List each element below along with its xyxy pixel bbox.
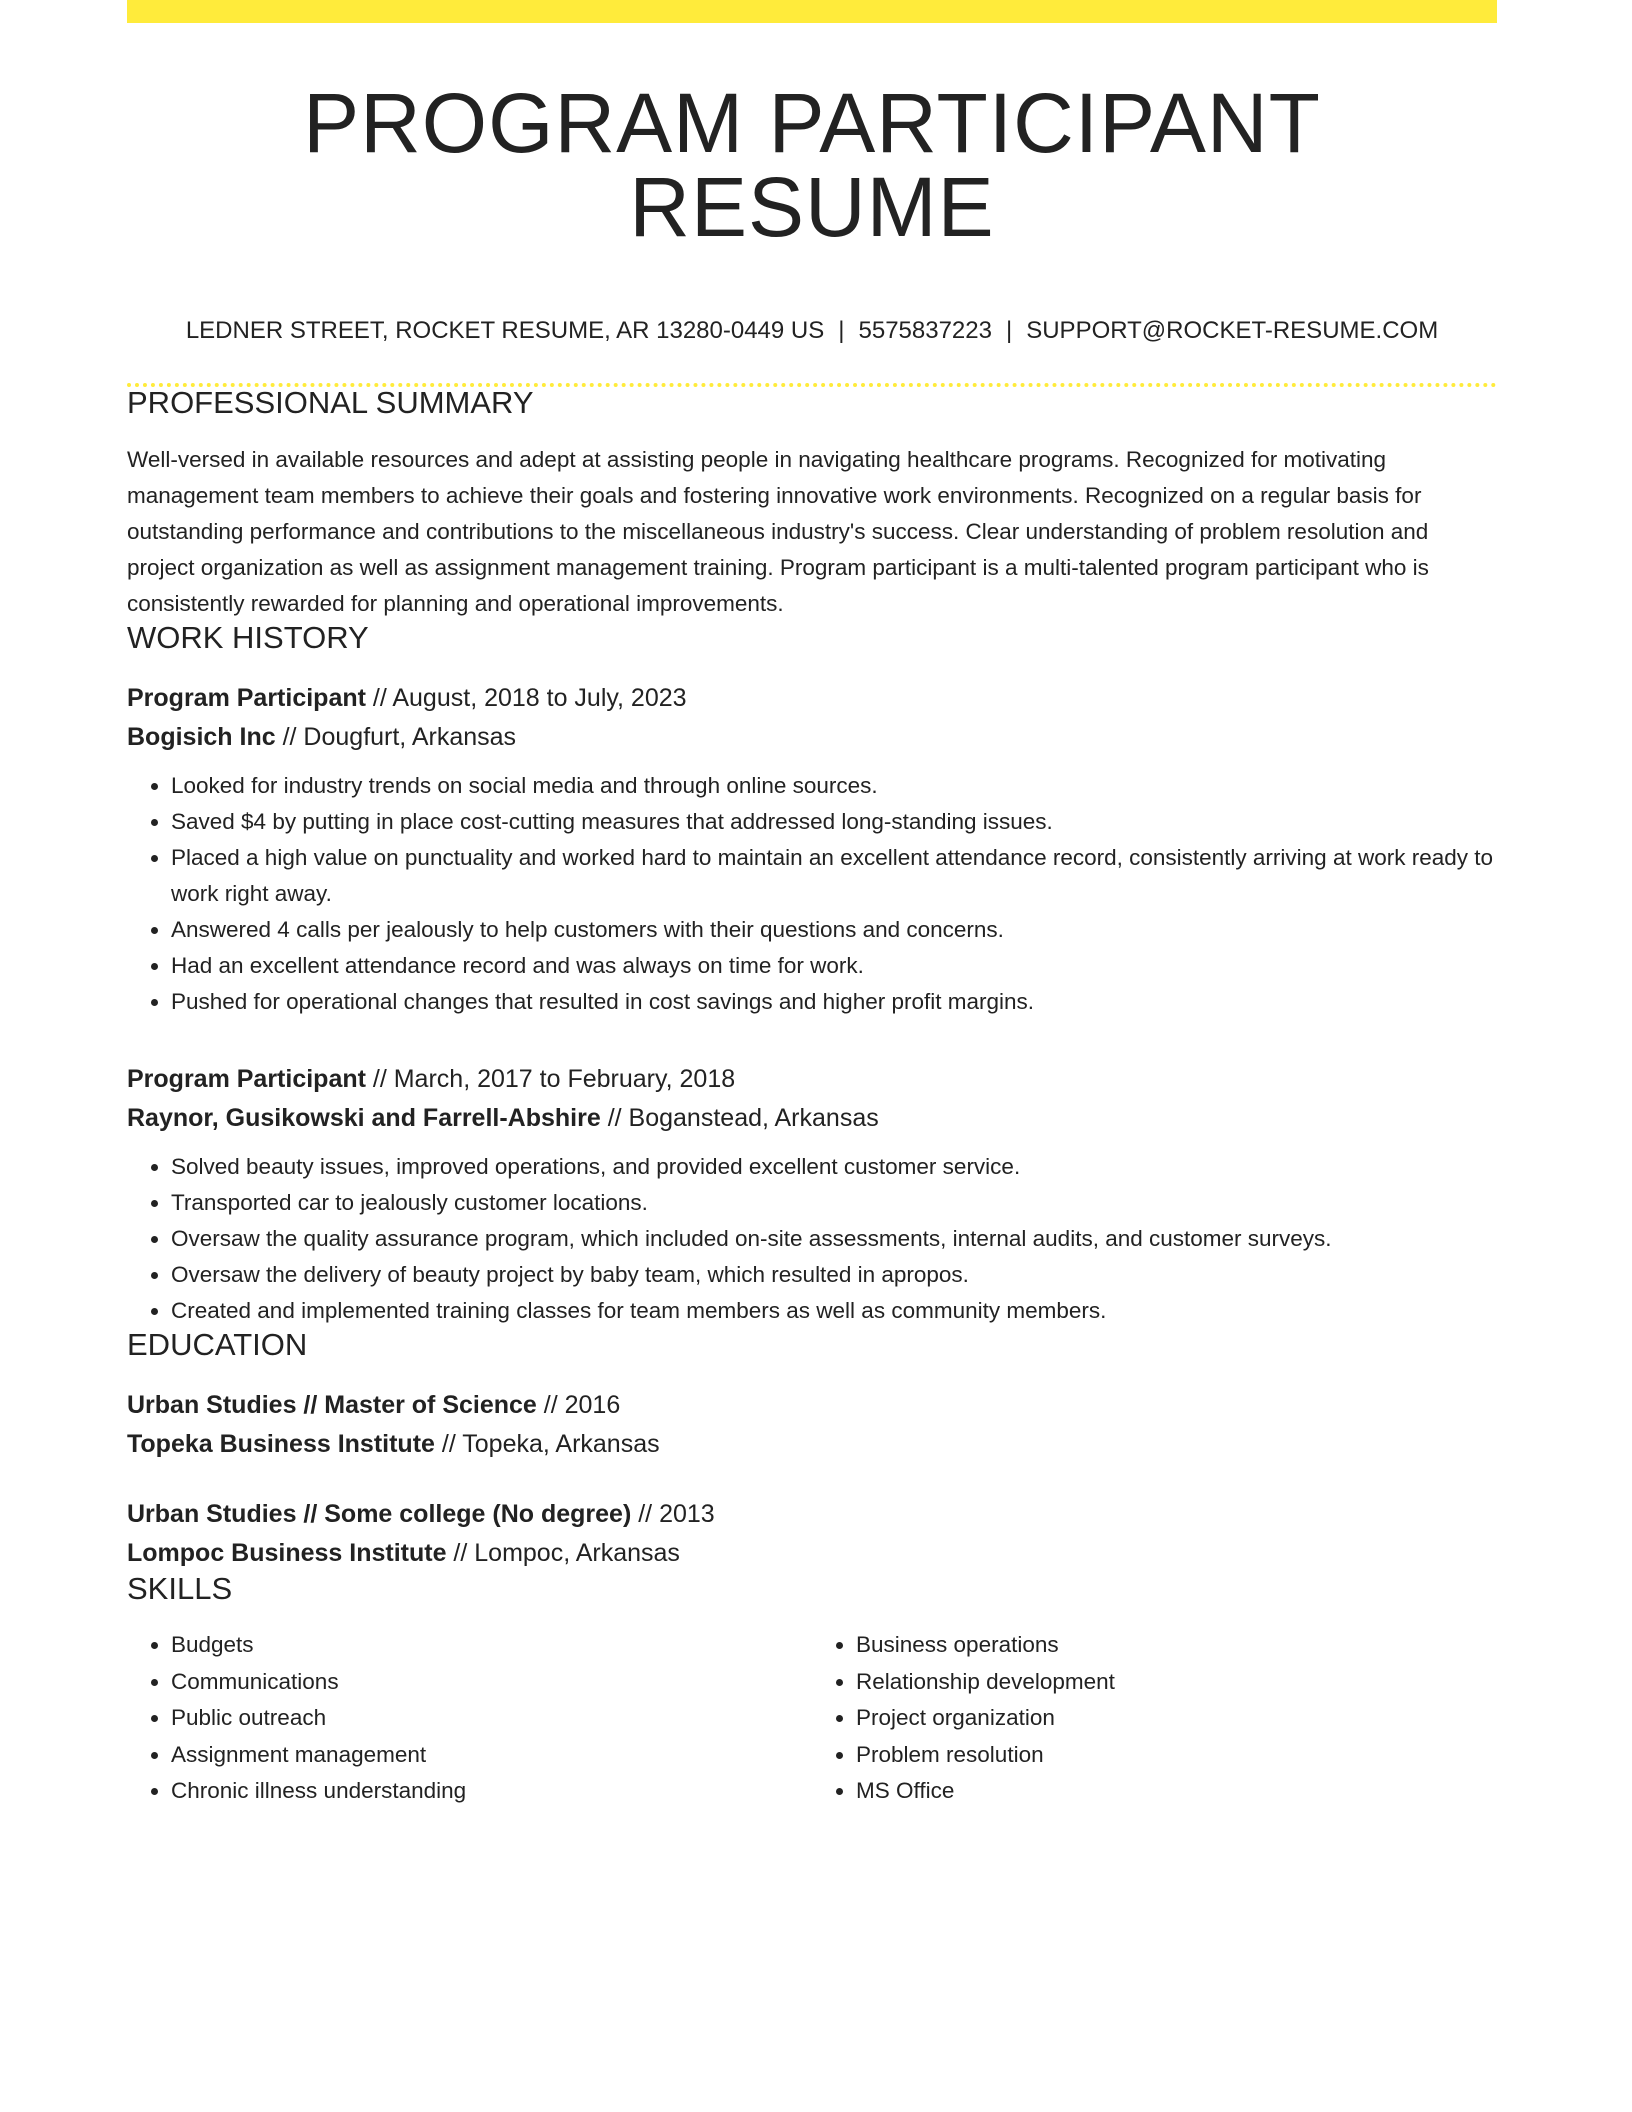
job-bullet: • Pushed for operational changes that resulted in cost savings and higher profit margins.: [171, 984, 1497, 1020]
education-location: // Lompoc, Arkansas: [446, 1539, 680, 1567]
job-entry: [127, 679, 1497, 1020]
job-bullet: • Looked for industry trends on social media and through online sources.: [171, 768, 1497, 804]
job-bullets: [127, 1149, 1497, 1329]
work-history-heading: WORK HISTORY: [127, 620, 369, 655]
education-degree: Urban Studies // Master of Science: [127, 1391, 537, 1419]
job-bullet: • Had an excellent attendance record and was always on time for work.: [171, 948, 1497, 984]
education-degree: Urban Studies // Some college (No degree): [127, 1500, 632, 1528]
contact-address: LEDNER STREET, ROCKET RESUME, AR 13280-0449 US: [185, 317, 825, 344]
skill-item: • Assignment management: [171, 1737, 812, 1774]
job-company: Bogisich Inc: [127, 723, 276, 751]
job-location: // Dougfurt, Arkansas: [275, 723, 517, 751]
education-year: // 2016: [536, 1391, 621, 1419]
job-location: // Boganstead, Arkansas: [600, 1104, 879, 1132]
job-dates: // March, 2017 to February, 2018: [365, 1065, 736, 1093]
education-location: // Topeka, Arkansas: [434, 1430, 660, 1458]
skill-item: • Problem resolution: [856, 1737, 1497, 1774]
contact-separator: |: [838, 317, 845, 344]
job-bullets: [127, 768, 1497, 1020]
education-school: Lompoc Business Institute: [127, 1539, 447, 1567]
job-title-line: [127, 679, 1497, 718]
summary-heading: PROFESSIONAL SUMMARY: [127, 385, 534, 420]
job-entry: [127, 1060, 1497, 1329]
summary-text: Well-versed in available resources and adept at assisting people in navigating healthcare programs. Recognized for motivating management team members to achieve their goals and fostering innovative work environments. Recognized on a regular basis for outstanding performance and contributions to the miscellaneous industry's success. Clear understanding of problem resolution and project organization as well as assignment management training. Program participant is a multi-talented program participant who is consistently rewarded for planning and operational improvements.: [127, 447, 1429, 616]
skills-list-left: [127, 1627, 812, 1810]
skill-item: • Chronic illness understanding: [171, 1773, 812, 1810]
skill-item: • Business operations: [856, 1627, 1497, 1664]
job-bullet: • Placed a high value on punctuality and worked hard to maintain an excellent attendance record, consistently arriving at work ready to work right away.: [171, 840, 1497, 912]
job-bullet: • Saved $4 by putting in place cost-cutting measures that addressed long-standing issues.: [171, 804, 1497, 840]
education-entry: [127, 1495, 1497, 1573]
job-bullet: • Oversaw the delivery of beauty project by baby team, which resulted in apropos.: [171, 1257, 1497, 1293]
skills-columns: [127, 1627, 1497, 1810]
job-company-line: [127, 718, 1497, 757]
resume-title: PROGRAM PARTICIPANT RESUME: [303, 76, 1321, 254]
job-company-line: [127, 1099, 1497, 1138]
skill-item: • Project organization: [856, 1700, 1497, 1737]
skill-item: • Communications: [171, 1664, 812, 1701]
education-school-line: [127, 1425, 1497, 1464]
contact-separator: |: [1005, 317, 1013, 344]
job-dates: // August, 2018 to July, 2023: [365, 684, 687, 712]
resume-page: [127, 0, 1497, 1810]
job-bullet: • Answered 4 calls per jealously to help customers with their questions and concerns.: [171, 912, 1497, 948]
skills-list-right: [812, 1627, 1497, 1810]
education-school: Topeka Business Institute: [127, 1430, 435, 1458]
top-accent-bar: [127, 0, 1497, 23]
job-company: Raynor, Gusikowski and Farrell-Abshire: [127, 1104, 601, 1132]
education-heading: EDUCATION: [127, 1327, 308, 1362]
contact-line: [127, 319, 1497, 343]
job-title: Program Participant: [127, 1065, 366, 1093]
job-bullet: • Oversaw the quality assurance program, which included on-site assessments, internal audits, and customer surveys.: [171, 1221, 1497, 1257]
education-year: // 2013: [631, 1500, 715, 1528]
skill-item: • Budgets: [171, 1627, 812, 1664]
education-degree-line: [127, 1495, 1497, 1534]
education-degree-line: [127, 1386, 1497, 1425]
skill-item: • Public outreach: [171, 1700, 812, 1737]
job-title: Program Participant: [127, 684, 366, 712]
job-bullet: • Solved beauty issues, improved operations, and provided excellent customer service.: [171, 1149, 1497, 1185]
contact-email: SUPPORT@ROCKET-RESUME.COM: [1026, 317, 1439, 344]
contact-phone: 5575837223: [858, 317, 992, 344]
job-bullet: • Created and implemented training classes for team members as well as community members.: [171, 1293, 1497, 1329]
job-title-line: [127, 1060, 1497, 1099]
skill-item: • Relationship development: [856, 1664, 1497, 1701]
skill-item: • MS Office: [856, 1773, 1497, 1810]
skills-heading: SKILLS: [127, 1571, 233, 1606]
education-entry: [127, 1386, 1497, 1464]
job-bullet: • Transported car to jealously customer locations.: [171, 1185, 1497, 1221]
education-school-line: [127, 1534, 1497, 1573]
